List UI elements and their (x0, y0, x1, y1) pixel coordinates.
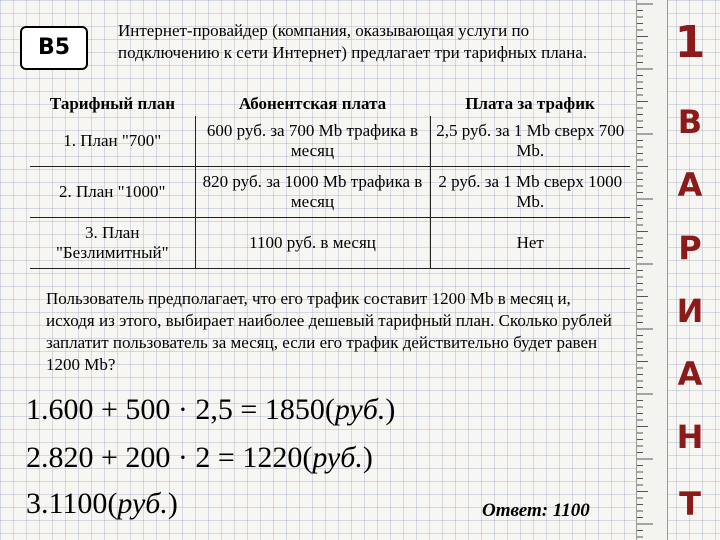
plan-name: 2. План "1000" (30, 167, 195, 218)
traffic-fee: 2 руб. за 1 Mb сверх 1000 Mb. (430, 167, 630, 218)
header-traffic: Плата за трафик (465, 94, 595, 113)
variant-label (668, 0, 712, 540)
line-unit: руб. (334, 393, 386, 426)
line-close: ) (385, 393, 396, 426)
table-row (30, 218, 630, 269)
variant-number: 1 (674, 17, 706, 68)
variant-letter: Т (679, 485, 701, 523)
table-row (30, 116, 630, 167)
line-number: 1. (26, 393, 49, 426)
answer-value: 1100 (552, 500, 590, 521)
table-header-row (30, 92, 630, 116)
task-label: B5 (20, 26, 88, 70)
variant-letter: Н (676, 418, 704, 456)
line-expression: 1100( (48, 487, 118, 520)
subscription-fee: 600 руб. за 700 Mb трафика в месяц (195, 116, 430, 167)
answer (482, 500, 590, 522)
line-expression: 820 + 200 · 2 = 1220( (48, 441, 313, 474)
traffic-fee: Нет (430, 218, 630, 269)
ruler-strip (636, 0, 668, 540)
variant-letter: Р (678, 229, 702, 267)
solution-line-3 (26, 482, 506, 526)
ruler-ticks (637, 0, 667, 540)
header-subscription: Абонентская плата (238, 94, 387, 113)
solution-line-1 (26, 388, 506, 432)
answer-label: Ответ: (482, 500, 549, 521)
line-expression: 600 + 500 · 2,5 = 1850( (48, 393, 335, 426)
solution-line-2 (26, 436, 506, 480)
variant-letter: В (677, 103, 703, 141)
variant-letter: А (677, 166, 703, 204)
variant-letter: И (676, 292, 704, 330)
line-close: ) (362, 441, 373, 474)
line-unit: руб. (312, 441, 363, 474)
line-close: ) (167, 487, 178, 520)
line-unit: руб. (117, 487, 168, 520)
table-row (30, 167, 630, 218)
question-text: Пользователь предполагает, что его трафик составит 1200 Mb в месяц и, исходя из этого, выбирает наиболее дешевый тарифный план. Сколько рублей заплатит пользователь за месяц, если его трафик действительно будет равен 1200 Mb? (46, 289, 612, 374)
intro-text: Интернет-провайдер (компания, оказывающая услуги по подключению к сети Интернет) предлагает три тарифных плана. (118, 21, 588, 62)
header-plan: Тарифный план (49, 94, 176, 113)
subscription-fee: 1100 руб. в месяц (195, 218, 430, 269)
plan-name: 1. План "700" (30, 116, 195, 167)
tariff-table (30, 92, 630, 269)
subscription-fee: 820 руб. за 1000 Mb трафика в месяц (195, 167, 430, 218)
variant-letter: А (677, 355, 703, 393)
line-number: 2. (26, 441, 49, 474)
traffic-fee: 2,5 руб. за 1 Mb сверх 700 Mb. (430, 116, 630, 167)
line-number: 3. (26, 487, 49, 520)
plan-name: 3. План "Безлимитный" (30, 218, 195, 269)
